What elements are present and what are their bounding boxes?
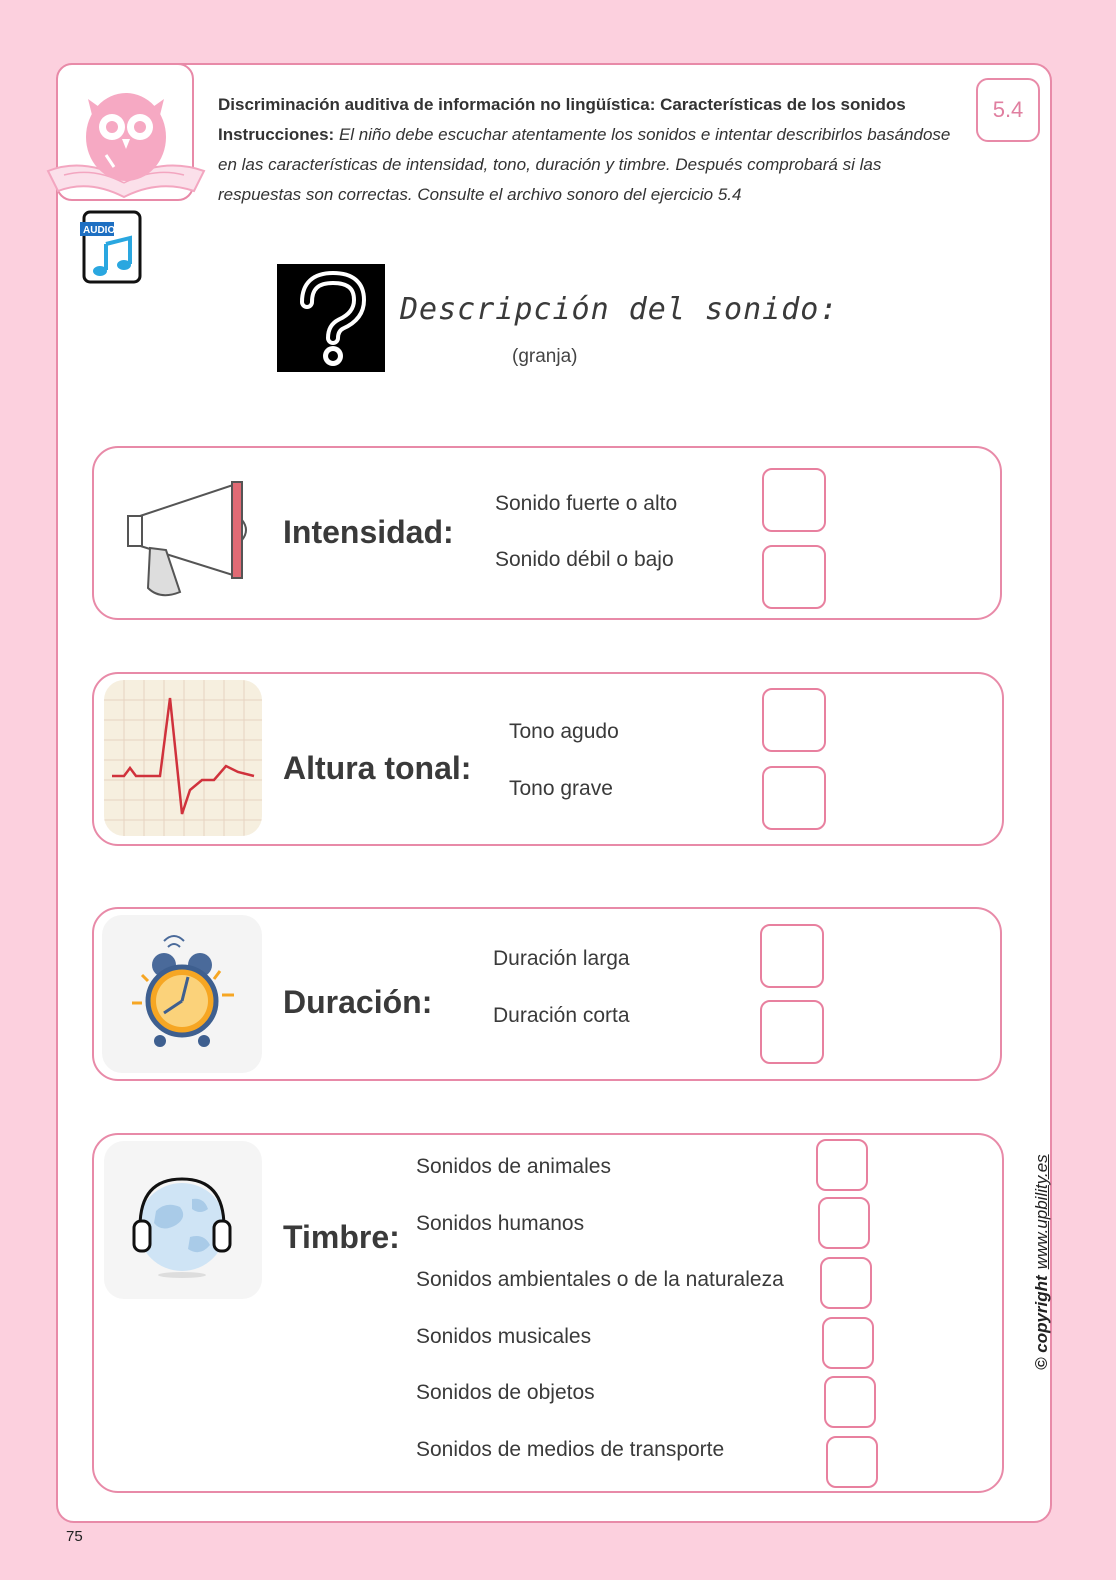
- timbre-option-musicales: Sonidos musicales: [416, 1325, 592, 1348]
- timbre-label: Timbre:: [283, 1219, 400, 1255]
- waveform-icon: [104, 680, 262, 836]
- timbre-checkbox-transporte[interactable]: [826, 1436, 878, 1488]
- instructions-text: El niño debe escuchar atentamente los sonidos e intentar describirlos basándose en las características de intensidad, tono, duración y timbre. Después comprobará si las respuestas son correctas. Consulte el archivo sonoro del ejercicio 5.4: [218, 125, 951, 204]
- timbre-option-ambientales: Sonidos ambientales o de la naturaleza: [416, 1268, 784, 1291]
- intensidad-checkbox-fuerte[interactable]: [762, 468, 826, 532]
- timbre-checkbox-humanos[interactable]: [818, 1197, 870, 1249]
- intensidad-label: Intensidad:: [283, 514, 454, 550]
- copyright-label: © copyright: [1032, 1275, 1051, 1370]
- altura-tonal-label: Altura tonal:: [283, 750, 472, 786]
- duracion-option-larga: Duración larga: [493, 947, 630, 970]
- worksheet-title: Discriminación auditiva de información no lingüística: Características de los sonidos: [218, 95, 906, 114]
- svg-text:AUDIO: AUDIO: [83, 225, 116, 236]
- copyright-link[interactable]: www.upbility.es: [1032, 1154, 1051, 1270]
- altura-checkbox-agudo[interactable]: [762, 688, 826, 752]
- intensidad-checkbox-debil[interactable]: [762, 545, 826, 609]
- alarm-clock-icon: [102, 915, 262, 1073]
- copyright-notice: [1032, 1154, 1052, 1370]
- altura-option-grave: Tono grave: [509, 777, 613, 800]
- duracion-checkbox-corta[interactable]: [760, 1000, 824, 1064]
- altura-checkbox-grave[interactable]: [762, 766, 826, 830]
- duracion-label: Duración:: [283, 984, 433, 1020]
- timbre-option-humanos: Sonidos humanos: [416, 1212, 585, 1235]
- headphones-globe-icon: [104, 1141, 262, 1299]
- timbre-checkbox-animales[interactable]: [816, 1139, 868, 1191]
- audio-file-icon[interactable]: [80, 210, 144, 286]
- timbre-checkbox-ambientales[interactable]: [820, 1257, 872, 1309]
- intensidad-option-debil: Sonido débil o bajo: [495, 548, 674, 571]
- page-number: 75: [66, 1528, 83, 1545]
- description-heading: Descripción del sonido:: [400, 292, 839, 327]
- timbre-checkbox-musicales[interactable]: [822, 1317, 874, 1369]
- timbre-option-objetos: Sonidos de objetos: [416, 1381, 595, 1404]
- duracion-option-corta: Duración corta: [493, 1004, 630, 1027]
- owl-logo-icon: [44, 79, 214, 209]
- owl-logo-frame: [56, 63, 194, 201]
- description-subtitle: (granja): [512, 346, 578, 367]
- question-mark-icon: [277, 264, 385, 372]
- timbre-option-animales: Sonidos de animales: [416, 1155, 611, 1178]
- intensidad-option-fuerte: Sonido fuerte o alto: [495, 492, 678, 515]
- altura-option-agudo: Tono agudo: [509, 720, 619, 743]
- megaphone-icon: [120, 478, 254, 602]
- timbre-checkbox-objetos[interactable]: [824, 1376, 876, 1428]
- timbre-option-transporte: Sonidos de medios de transporte: [416, 1438, 725, 1461]
- instructions-label: Instrucciones:: [218, 125, 335, 144]
- exercise-number-badge: 5.4: [976, 78, 1040, 142]
- header-text: [218, 90, 968, 210]
- duracion-checkbox-larga[interactable]: [760, 924, 824, 988]
